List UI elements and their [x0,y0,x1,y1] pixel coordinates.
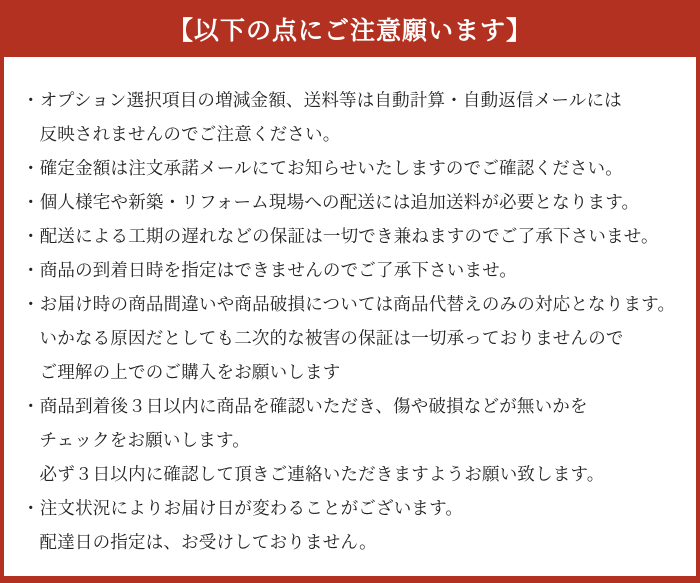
notice-line: いかなる原因だとしても二次的な被害の保証は一切承っておりませんので [39,329,624,349]
notice-item [22,254,696,288]
notice-line: ご理解の上でのご購入をお願いします [39,363,341,383]
page-title: 【以下の点にご注意願います】 [167,15,532,45]
notice-line: ・商品到着後３日以内に商品を確認いただき、傷や破損などが無いかを [22,397,588,417]
notice-line: ・個人様宅や新築・リフォーム現場への配送には追加送料が必要となります。 [22,193,640,213]
notice-item [22,492,696,560]
notice-line: ・注文状況によりお届け日が変わることがございます。 [22,499,464,519]
notice-item [22,288,696,390]
notice-panel [4,57,696,576]
notice-item [22,152,696,186]
notice-item [22,390,696,492]
notice-item [22,84,696,152]
notice-line: ・配送による工期の遅れなどの保証は一切でき兼ねますのでご了承下さいませ。 [22,227,659,247]
notice-line: 配達日の指定は、お受けしておりません。 [39,533,377,553]
notice-line: チェックをお願いします。 [39,431,250,451]
notice-item [22,186,696,220]
header-banner [0,0,700,57]
notice-line: ・商品の到着日時を指定はできませんのでご了承下さいませ。 [22,261,518,281]
notice-item [22,220,696,254]
notice-line: ・お届け時の商品間違いや商品破損については商品代替えのみの対応となります。 [22,295,676,315]
notice-line: ・オプション選択項目の増減金額、送料等は自動計算・自動返信メールには [22,91,622,111]
notice-line: ・確定金額は注文承諾メールにてお知らせいたしますのでご確認ください。 [22,159,623,179]
notice-line: 必ず３日以内に確認して頂きご連絡いただきますようお願い致します。 [39,465,605,485]
notice-line: 反映されませんのでご注意ください。 [39,125,341,145]
